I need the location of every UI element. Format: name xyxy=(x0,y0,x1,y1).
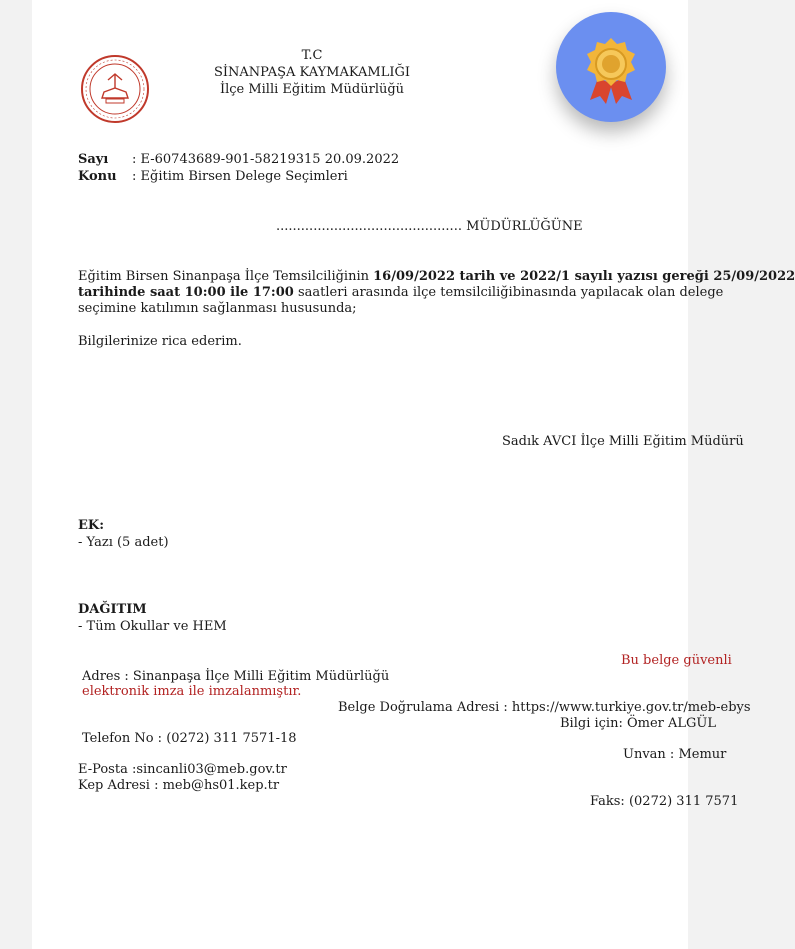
body-text-bold-1: 16/09/2022 tarih ve 2022/1 sayılı yazısı gereği 25/09/2022 xyxy=(373,269,795,284)
sayi-value: : E-60743689-901-58219315 20.09.2022 xyxy=(132,152,400,167)
imza-notice: elektronik imza ile imzalanmıştır. xyxy=(82,684,302,699)
award-medal-icon xyxy=(556,12,666,122)
eposta: E-Posta :sincanli03@meb.gov.tr xyxy=(78,762,287,777)
body-text-1: Eğitim Birsen Sinanpaşa İlçe Temsilciliğinin xyxy=(78,269,374,284)
telefon: Telefon No : (0272) 311 7571-18 xyxy=(82,731,297,746)
ek-title: EK: xyxy=(78,518,105,533)
belge-notice: Bu belge güvenli xyxy=(621,653,732,668)
recipient: ............................................. MÜDÜRLÜĞÜNE xyxy=(276,219,583,234)
award-badge[interactable] xyxy=(556,12,666,122)
sayi-label: Sayı xyxy=(78,152,109,167)
unvan: Unvan : Memur xyxy=(623,747,727,762)
konu-label: Konu xyxy=(78,169,117,184)
header-line-tc: T.C xyxy=(301,48,323,63)
dogrulama-adresi: Belge Doğrulama Adresi : https://www.turkiye.gov.tr/meb-ebys xyxy=(338,700,751,715)
ministry-seal-icon xyxy=(80,54,150,124)
adres: Adres : Sinanpaşa İlçe Milli Eğitim Müdürlüğü xyxy=(82,669,390,684)
document-page xyxy=(32,0,795,949)
body-text-bold-2: tarihinde saat 10:00 ile 17:00 xyxy=(78,285,294,300)
kep-adresi: Kep Adresi : meb@hs01.kep.tr xyxy=(78,778,280,793)
header-line-kaymakamlik: SİNANPAŞA KAYMAKAMLIĞI xyxy=(213,65,411,80)
header-line-mudurluk: İlçe Milli Eğitim Müdürlüğü xyxy=(219,82,405,97)
signature: Sadık AVCI İlçe Milli Eğitim Müdürü xyxy=(502,434,744,449)
konu-value: : Eğitim Birsen Delege Seçimleri xyxy=(132,169,348,184)
ek-item: - Yazı (5 adet) xyxy=(78,535,169,550)
dagitim-title: DAĞITIM xyxy=(78,602,147,617)
body-text-2: saatleri arasında ilçe temsilciliğibinasında yapılacak olan delege xyxy=(293,285,724,300)
closing-line: Bilgilerinize rica ederim. xyxy=(78,334,242,349)
konu-row xyxy=(78,169,348,185)
body-paragraph xyxy=(78,269,795,317)
sayi-row xyxy=(78,152,399,168)
bilgi-icin: Bilgi için: Ömer ALGÜL xyxy=(560,716,716,731)
faks: Faks: (0272) 311 7571 xyxy=(590,794,739,809)
dagitim-item: - Tüm Okullar ve HEM xyxy=(78,619,227,634)
body-text-3: seçimine katılımın sağlanması hususunda; xyxy=(78,301,357,316)
